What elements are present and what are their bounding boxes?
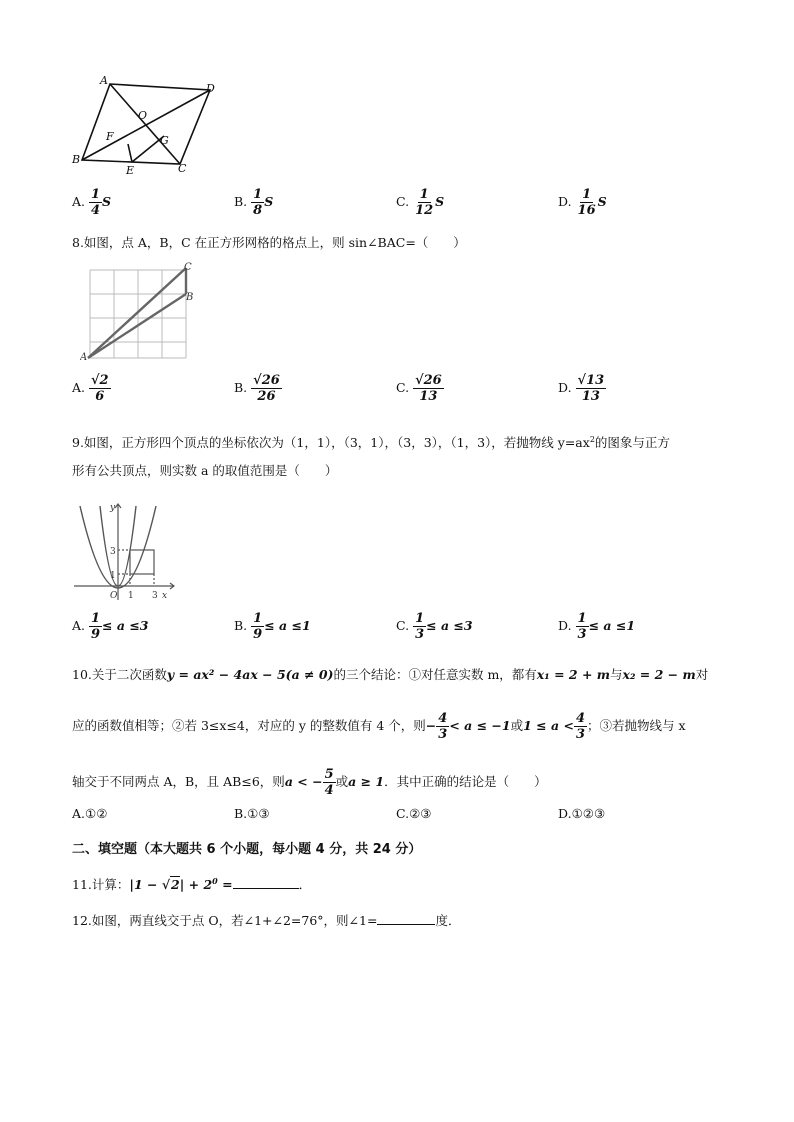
q10-line3: 轴交于不同两点 A，B，且 AB≤6，则a < − $\frac{5}{4}$ 或a ≥ 1．其中正确的结论是（ ） [72, 767, 547, 798]
segment-ab [88, 294, 186, 358]
q9-stem-line1: 9.如图，正方形四个顶点的坐标依次为（1，1），（3，1），（3，3），（1，3），若抛物线 $y=ax^2$的图象与正方 [72, 435, 670, 451]
tick-x-1: 1 [128, 591, 134, 601]
label-b: B [72, 153, 81, 166]
q11-answer-blank[interactable] [233, 874, 299, 889]
q10-option-b[interactable]: B.①③ [234, 806, 270, 821]
q8-option-d[interactable]: D. $\frac{√13}{13}$ [558, 373, 605, 404]
q10-option-c[interactable]: C.②③ [396, 806, 432, 821]
figure-q7-parallelogram [68, 74, 228, 178]
q8-option-b[interactable]: B. $\frac{√26}{26}$ [234, 373, 280, 404]
label-a: A [80, 352, 88, 363]
fraction: $\frac{1}{3}$ [577, 611, 587, 642]
fraction: $\frac{1}{9}$ [253, 611, 263, 642]
q11: 11.计算：$|1 - √2| + 2^0$ = ． [72, 876, 312, 893]
fraction: $\frac{1}{3}$ [415, 611, 425, 642]
figure-q8-grid [80, 260, 200, 364]
fraction: $\frac{4}{3}$ [438, 711, 448, 742]
q8-stem: 8.如图，点 A，B，C 在正方形网格的格点上，则 sin∠BAC=（ ） [72, 235, 466, 250]
fraction: $\frac{√26}{26}$ [253, 373, 280, 404]
q10-option-a[interactable]: A.①② [72, 806, 108, 821]
label-f: F [106, 130, 114, 143]
q10-line2: 应的函数值相等；②若 3≤x≤4，对应的 y 的整数值有 4 个，则− $\frac{4}{3}$ < a ≤ −1或1 ≤ a < $\frac{4}{3}$ ；③若抛物线与 x [72, 711, 686, 742]
fraction: $\frac{5}{4}$ [324, 767, 334, 798]
fraction: $\frac{4}{3}$ [575, 711, 585, 742]
q9-option-a[interactable]: A. $\frac{1}{9}$ ≤ a ≤3 [72, 611, 149, 642]
q7-option-a[interactable]: A. $\frac{1}{4}$ S [72, 187, 112, 218]
fraction: $\frac{1}{16}$ [577, 187, 596, 218]
label-o: O [138, 109, 148, 122]
q9-stem-line2: 形有公共顶点，则实数 a 的取值范围是（ ） [72, 463, 338, 478]
section-heading-fill-in: 二、填空题（本大题共 6 个小题，每小题 4 分，共 24 分） [72, 842, 422, 857]
segment-fe [128, 144, 132, 162]
q10-line1: 10.关于二次函数y = ax² − 4ax − 5(a ≠ 0)的三个结论：①对任意实数 m，都有x₁ = 2 + m与x₂ = 2 − m对 [72, 667, 709, 682]
tick-y-3: 3 [110, 547, 116, 557]
label-origin: O [110, 591, 118, 601]
q7-option-c[interactable]: C. $\frac{1}{12}$ S [396, 187, 445, 218]
q9-option-c[interactable]: C. $\frac{1}{3}$ ≤ a ≤3 [396, 611, 473, 642]
q9-option-b[interactable]: B. $\frac{1}{9}$ ≤ a ≤1 [234, 611, 311, 642]
label-e: E [126, 164, 135, 177]
q12: 12.如图，两直线交于点 O，若∠1+∠2=76°，则∠1= 度． [72, 910, 460, 930]
label-x: x [162, 591, 168, 601]
q8-option-a[interactable]: A. $\frac{√2}{6}$ [72, 373, 109, 404]
fraction: $\frac{1}{4}$ [91, 187, 101, 218]
label-b: B [186, 292, 194, 303]
label-g: G [160, 134, 169, 147]
q10-option-d[interactable]: D.①②③ [558, 806, 606, 821]
tick-x-3: 3 [152, 591, 158, 601]
label-y: y [110, 503, 116, 513]
q7-option-b[interactable]: B. $\frac{1}{8}$ S [234, 187, 274, 218]
figure-q9-parabola [70, 500, 180, 604]
label-d: D [206, 82, 215, 95]
fraction: $\frac{√2}{6}$ [91, 373, 109, 404]
q8-option-c[interactable]: C. $\frac{√26}{13}$ [396, 373, 442, 404]
fraction: $\frac{√26}{13}$ [415, 373, 442, 404]
q7-option-d[interactable]: D. $\frac{1}{16}$ S [558, 187, 607, 218]
q12-answer-blank[interactable] [377, 910, 435, 925]
label-c: C [178, 162, 187, 175]
segment-ac [88, 268, 186, 358]
fraction: $\frac{1}{12}$ [415, 187, 434, 218]
fraction: $\frac{1}{9}$ [91, 611, 101, 642]
fraction: $\frac{1}{8}$ [253, 187, 263, 218]
label-c: C [184, 262, 192, 273]
tick-y-1: 1 [110, 571, 116, 581]
q9-option-d[interactable]: D. $\frac{1}{3}$ ≤ a ≤1 [558, 611, 636, 642]
label-a: A [100, 74, 108, 87]
fraction: $\frac{√13}{13}$ [577, 373, 605, 404]
diagonal-bd [82, 90, 210, 160]
